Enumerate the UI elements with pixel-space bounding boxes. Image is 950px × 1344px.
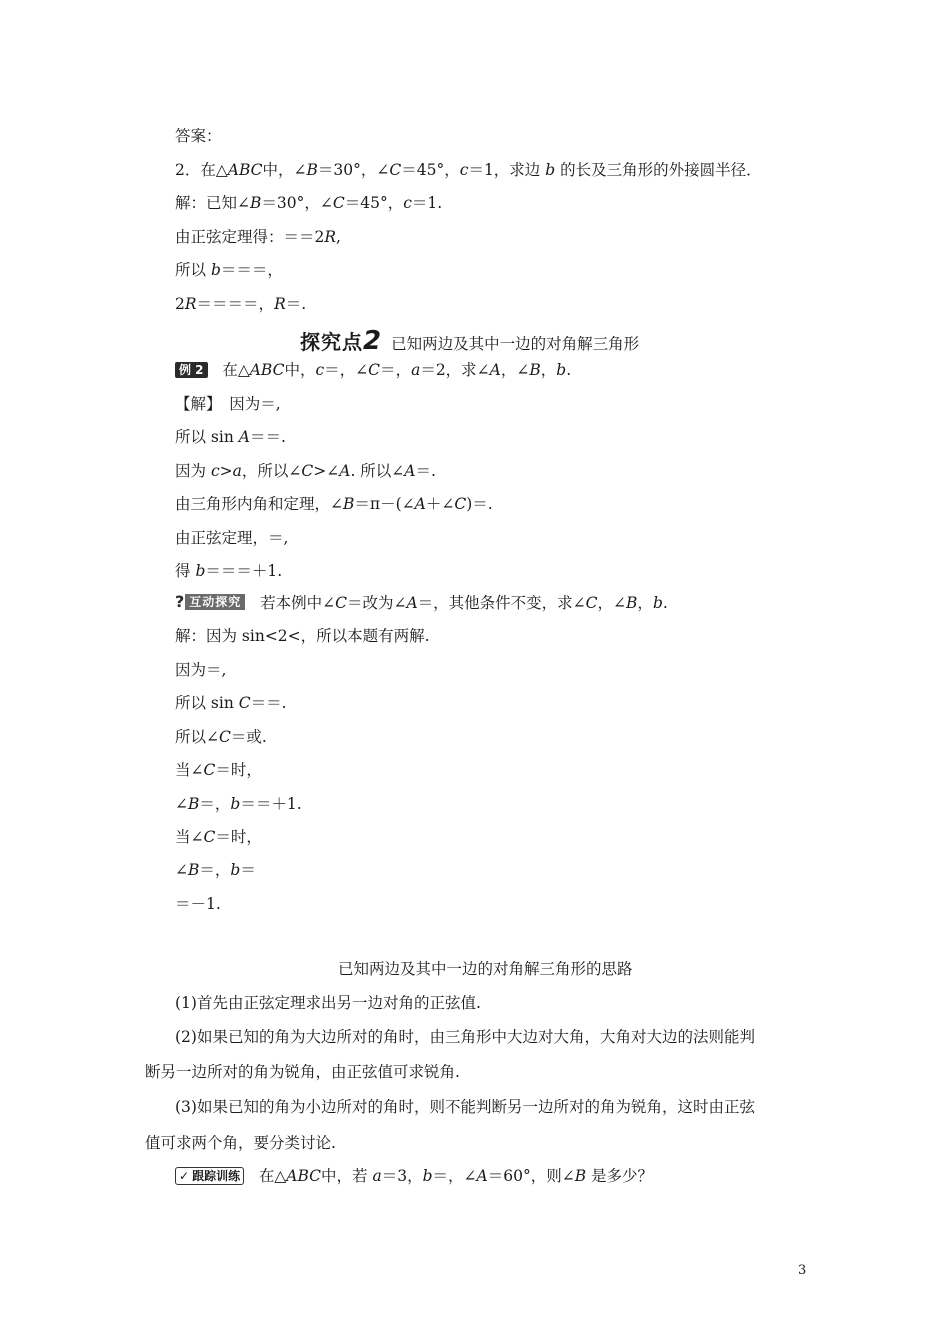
solution-line: 当∠C＝时， [175,828,262,846]
solution-line: 因为＝, [175,661,227,679]
solution-line: 解：因为 sin<2<，所以本题有两解. [175,627,430,645]
solution-line: 所以 b＝＝＝， [175,261,283,279]
solution-line: 由正弦定理，＝, [175,529,289,547]
method-title: 已知两边及其中一边的对角解三角形的思路 [338,960,633,978]
interactive-explore-problem: ? 互动探究 若本例中∠C＝改为∠A＝，其他条件不变，求∠C，∠B，b. [175,592,668,612]
solution-line: ∠B＝，b＝ [175,861,256,879]
solution-line: 【解】 因为＝, [175,395,281,413]
solution-line: 2R＝＝＝＝，R＝. [175,295,307,313]
solution-line: 当∠C＝时， [175,761,262,779]
method-item-2-cont: 断另一边所对的角为锐角，由正弦值可求锐角. [145,1063,460,1081]
section-heading: 探究点2 已知两边及其中一边的对角解三角形 [300,326,640,356]
method-item-2: (2)如果已知的角为大边所对的角时，由三角形中大边对大角，大角对大边的法则能判 [175,1028,755,1046]
tracking-practice-badge: ✓ 跟踪训练 [175,1167,244,1185]
interactive-explore-badge: ? 互动探究 [175,592,245,612]
solution-line: ＝－1. [175,895,221,913]
method-item-3-cont: 值可求两个角，要分类讨论. [145,1134,336,1152]
method-item-3: (3)如果已知的角为小边所对的角时，则不能判断另一边所对的角为锐角，这时由正弦 [175,1098,755,1116]
solution-line: ∠B＝，b＝＝＋1. [175,795,302,813]
answer-label: 答案： [175,127,222,145]
solution-line: 解：已知∠B＝30°，∠C＝45°，c＝1. [175,194,443,212]
solution-line: 所以 sin C＝＝. [175,694,287,712]
problem-2: 2．在△ABC中，∠B＝30°，∠C＝45°，c＝1，求边 b 的长及三角形的外接圆半径． [175,161,762,179]
solution-line: 因为 c>a，所以∠C>∠A. 所以∠A＝. [175,462,436,480]
solution-line: 得 b＝＝＝＋1. [175,562,283,580]
example-badge: 例 2 [175,362,208,378]
method-item-1: (1)首先由正弦定理求出另一边对角的正弦值. [175,994,481,1012]
solution-line: 所以 sin A＝＝. [175,428,286,446]
solution-line: 由正弦定理得：＝＝2R, [175,228,341,246]
check-icon: ✓ [179,1169,190,1183]
tracking-practice-problem: ✓ 跟踪训练 在△ABC中，若 a＝3，b＝，∠A＝60°，则∠B 是多少？ [175,1166,653,1186]
page-number: 3 [798,1263,807,1278]
solution-line: 所以∠C＝或. [175,728,267,746]
question-icon: ? [175,592,185,611]
solution-line: 由三角形内角和定理，∠B＝π－(∠A＋∠C)＝. [175,495,493,513]
example-2-problem: 例 2 在△ABC中，c＝，∠C＝，a＝2，求∠A，∠B，b. [175,360,571,380]
